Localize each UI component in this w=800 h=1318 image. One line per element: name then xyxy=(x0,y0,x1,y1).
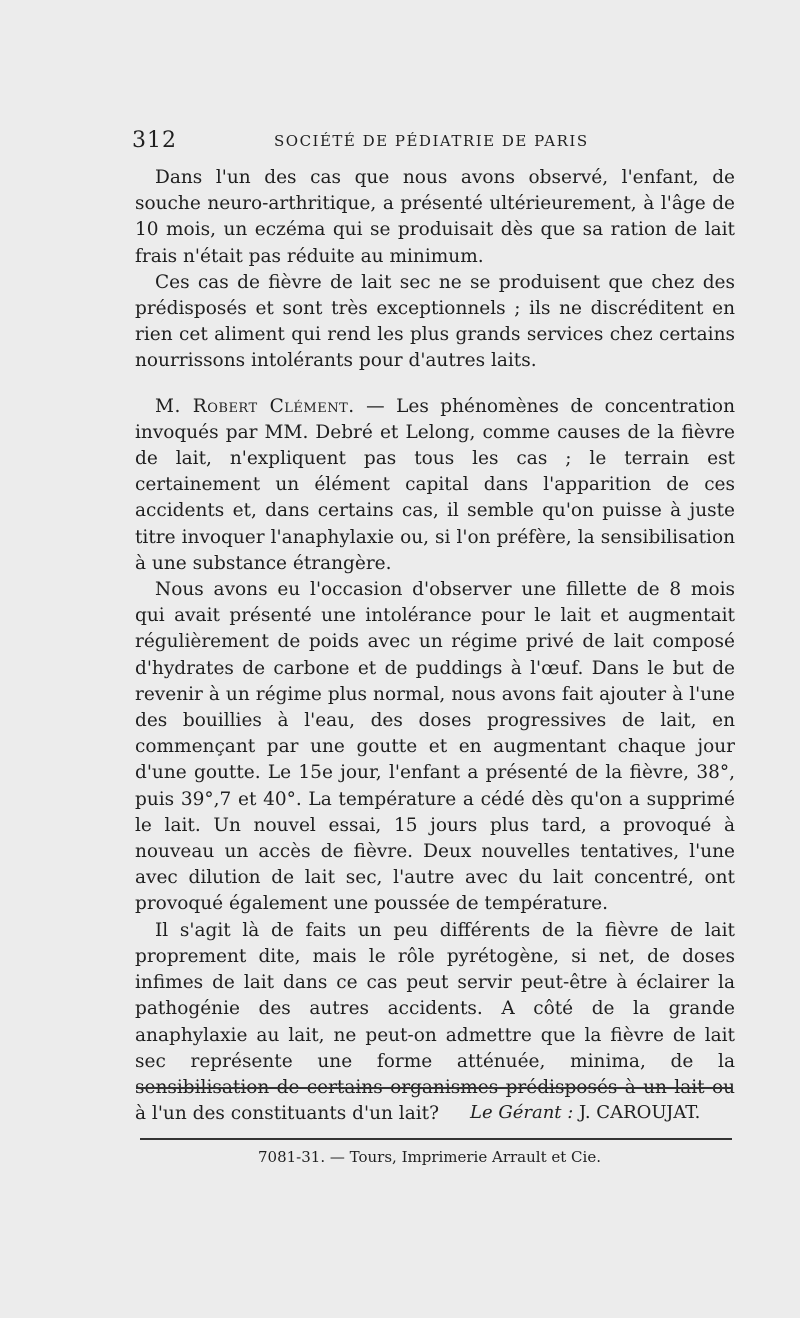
signature-title: Le Gérant : xyxy=(470,1102,574,1123)
paragraph-1: Dans l'un des cas que nous avons observé, l'enfant, de souche neuro-arthritique, a présenté ultérieurement, à l'âge de 10 mois, un eczéma qui se produisait dès que sa ration de lait frais n'était pas réduite au minimum. xyxy=(135,167,735,267)
printer-imprint: 7081-31. — Tours, Imprimerie Arrault et Cie. xyxy=(258,1148,601,1166)
body-text xyxy=(135,165,735,1127)
paragraph-5: Il s'agit là de faits un peu différents de la fièvre de lait proprement dite, mais le rôle pyrétogène, si net, de doses infimes de lait dans ce cas peut servir peut-être à éclairer la pathogénie des autres accidents. A côté de la grande anaphylaxie au lait, ne peut-on admettre que la fièvre de lait sec représente une forme atténuée, minima, de la sensibilisation de certains organismes prédisposés à un lait ou à l'un des constituants d'un lait? xyxy=(135,919,735,1125)
speaker-name: M. Robert Clément. xyxy=(155,395,355,417)
paragraph-4: Nous avons eu l'occasion d'observer une fillette de 8 mois qui avait présenté une intolérance pour le lait et augmentait régulièrement de poids avec un régime privé de lait composé d'hydrates de carbone et de puddings à l'œuf. Dans le but de revenir à un régime plus normal, nous avons fait ajouter à l'une des bouillies à l'eau, des doses progressives de lait, en commençant par une goutte et en augmentant chaque jour d'une goutte. Le 15e jour, l'enfant a présenté de la fièvre, 38°, puis 39°,7 et 40°. La température a cédé dès qu'on a supprimé le lait. Un nouvel essai, 15 jours plus tard, a provoqué à nouveau un accès de fièvre. Deux nouvelles tentatives, l'une avec dilution de lait sec, l'autre avec du lait concentré, ont provoqué également une poussée de température. xyxy=(135,579,735,915)
running-head: SOCIÉTÉ DE PÉDIATRIE DE PARIS xyxy=(274,132,589,150)
signature-name: J. CAROUJAT. xyxy=(579,1102,701,1123)
imprint-rule xyxy=(140,1138,732,1140)
signature-line xyxy=(470,1102,720,1123)
paragraph-3 xyxy=(135,394,735,577)
paragraph-2: Ces cas de fièvre de lait sec ne se produisent que chez des prédisposés et sont très exceptionnels ; ils ne discréditent en rien cet aliment qui rend les plus grands services chez certains nourrissons intolérants pour d'autres laits. xyxy=(135,271,735,372)
page-header xyxy=(132,128,732,152)
page-number: 312 xyxy=(132,128,177,153)
speaker-text: — Les phénomènes de concentration invoqués par MM. Debré et Lelong, comme causes de la fièvre de lait, n'expliquent pas tous les cas ; le terrain est certainement un élément capital dans l'apparition de ces accidents et, dans certains cas, il semble qu'on puisse à juste titre invoquer l'anaphylaxie ou, si l'on préfère, la sensibilisation à une substance étrangère. xyxy=(135,395,735,574)
signature-rule xyxy=(136,1087,732,1089)
